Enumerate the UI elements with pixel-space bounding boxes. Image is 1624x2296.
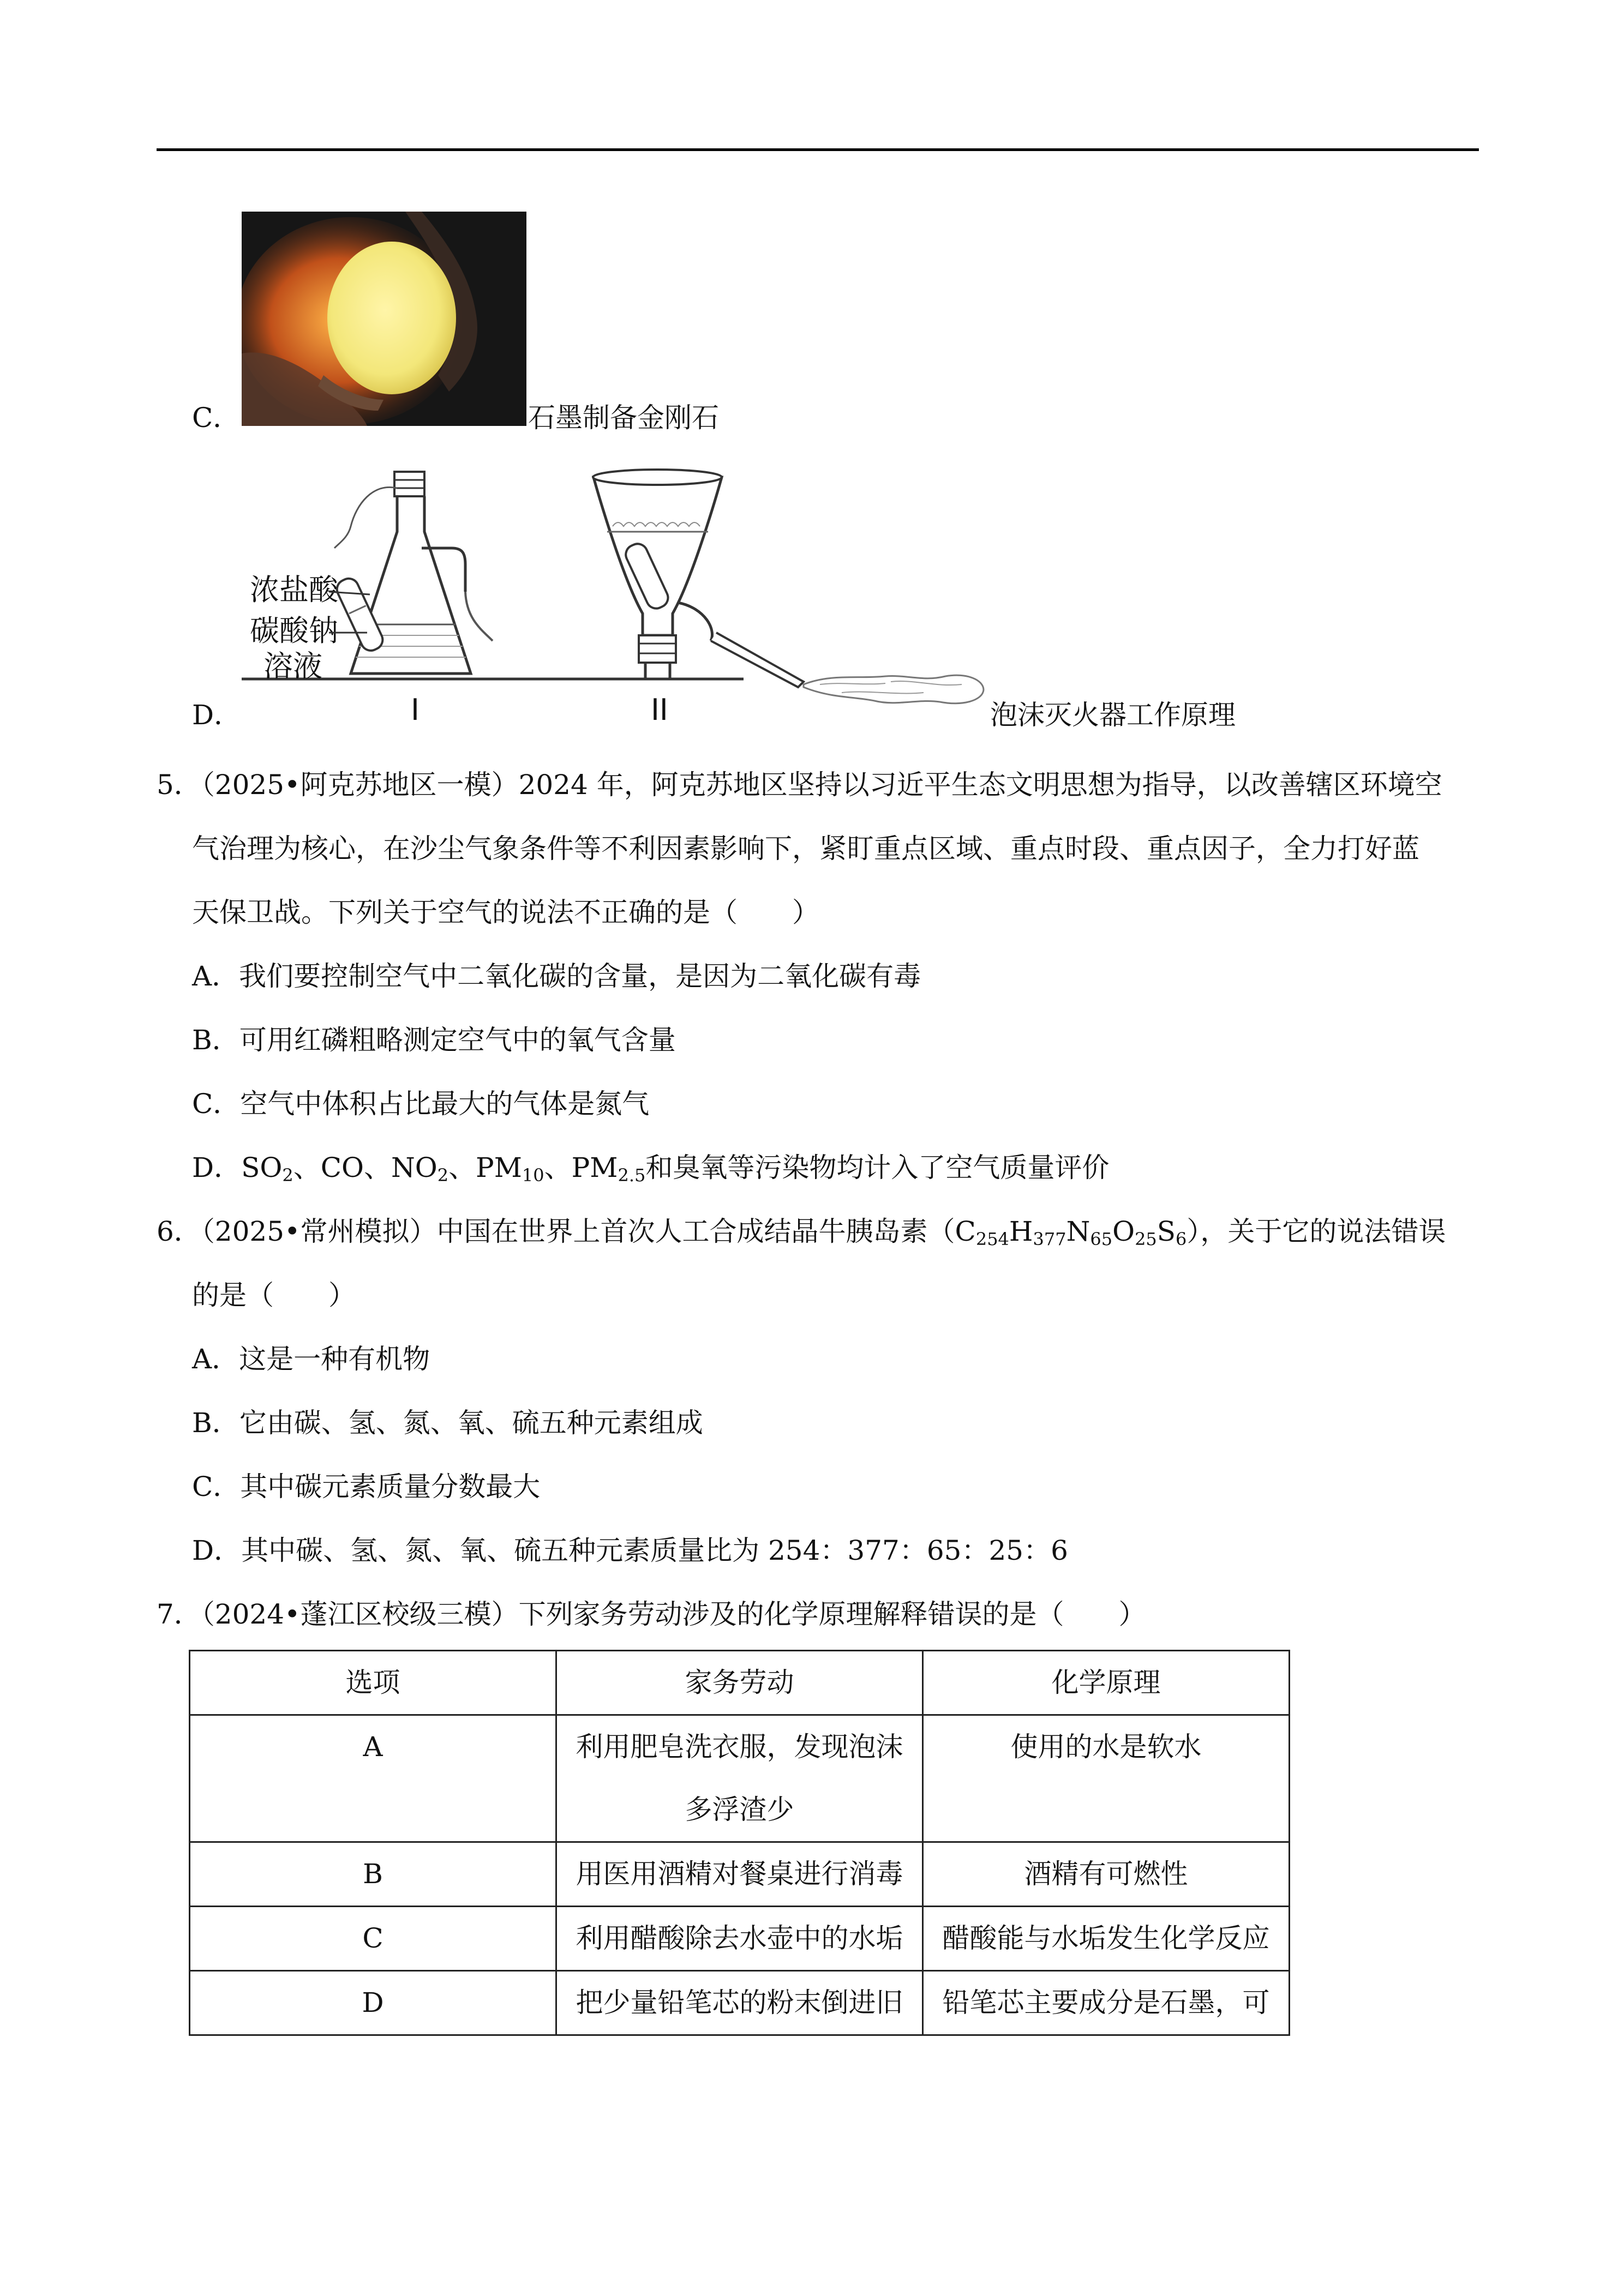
q6-option-c: C．其中碳元素质量分数最大	[192, 1471, 541, 1502]
table-cell-labor: 把少量铅笔芯的粉末倒进旧	[556, 1971, 923, 2035]
q5-option-a: A．我们要控制空气中二氧化碳的含量，是因为二氧化碳有毒	[192, 960, 921, 992]
q5-source: （2025•阿克苏地区一模）	[201, 769, 519, 801]
table-row	[190, 1842, 1290, 1907]
table-cell-principle: 使用的水是软水	[923, 1715, 1290, 1842]
q5-line-2: 气治理为核心，在沙尘气象条件等不利因素影响下，紧盯重点区域、重点时段、重点因子，全力打好蓝	[192, 833, 1419, 864]
apparatus-drawing	[242, 466, 994, 736]
q6-number: 6．	[157, 1216, 201, 1247]
q5-number: 5．	[157, 769, 201, 801]
label-fig-1: I	[411, 693, 420, 727]
table-header: 家务劳动	[556, 1651, 923, 1715]
table-cell-principle: 铅笔芯主要成分是石墨，可	[923, 1971, 1290, 2035]
q7-source: （2024•蓬江区校级三模）	[201, 1598, 519, 1630]
q5-option-b: B．可用红磷粗略测定空气中的氧气含量	[192, 1024, 676, 1056]
q6-option-d: D．其中碳、氢、氮、氧、硫五种元素质量比为 254：377：65：25：6	[192, 1535, 1068, 1566]
q7-table	[189, 1650, 1290, 2036]
table-row	[190, 1971, 1290, 2035]
table-cell-option: B	[190, 1842, 556, 1907]
q6-line-2: 的是（ ）	[192, 1279, 356, 1311]
table-row	[190, 1715, 1290, 1842]
table-cell-option: D	[190, 1971, 556, 2035]
option-c-caption: 石墨制备金刚石	[528, 402, 719, 434]
q5-line-1	[157, 769, 1442, 801]
table-header: 选项	[190, 1651, 556, 1715]
q5-line-3: 天保卫战。下列关于空气的说法不正确的是（ ）	[192, 897, 819, 928]
diamond-photo	[242, 212, 526, 426]
q7-stem: 下列家务劳动涉及的化学原理解释错误的是（ ）	[518, 1598, 1146, 1630]
table-cell-principle: 醋酸能与水垢发生化学反应	[923, 1907, 1290, 1971]
q7-number: 7．	[157, 1598, 201, 1630]
table-header: 化学原理	[923, 1651, 1290, 1715]
option-d-caption: 泡沫灭火器工作原理	[990, 699, 1236, 731]
table-cell-option: A	[190, 1715, 556, 1842]
q6-line-1: 6．（2025•常州模拟）中国在世界上首次人工合成结晶牛胰岛素$(C_{254}H_{377}N_{65}O_{25}S_6)$，关于它的说法错误	[157, 1216, 1446, 1249]
table-header-row	[190, 1651, 1290, 1715]
label-fig-2: II	[651, 693, 668, 727]
option-d-letter: D．	[192, 699, 242, 731]
table-cell-option: C	[190, 1907, 556, 1971]
q6-option-a: A．这是一种有机物	[192, 1343, 430, 1375]
q5-option-c: C．空气中体积占比最大的气体是氮气	[192, 1088, 650, 1120]
q5-option-d: D．$SO_2$、CO、$NO_2$、$PM_{10}$、$PM_{2.5}$和臭氧等污染物均计入了空气质量评价	[192, 1152, 1110, 1186]
label-carbonate-2: 溶液	[263, 649, 322, 683]
q5-stem-1: 2024 年，阿克苏地区坚持以习近平生态文明思想为指导，以改善辖区环境空	[518, 769, 1442, 801]
diamond-photo-image	[242, 212, 526, 426]
table-cell-labor: 利用肥皂洗衣服，发现泡沫 多浮渣少	[556, 1715, 923, 1842]
option-c-letter: C．	[192, 402, 241, 434]
label-acid: 浓盐酸	[250, 573, 338, 607]
foam-extinguisher-diagram	[242, 466, 994, 736]
table-row	[190, 1907, 1290, 1971]
header-rule	[157, 148, 1479, 151]
q6-option-b: B．它由碳、氢、氮、氧、硫五种元素组成	[192, 1407, 703, 1439]
table-cell-labor: 用医用酒精对餐桌进行消毒	[556, 1842, 923, 1907]
table-cell-labor: 利用醋酸除去水壶中的水垢	[556, 1907, 923, 1971]
label-carbonate-1: 碳酸钠	[250, 614, 338, 648]
q7-line-1	[157, 1598, 1146, 1630]
q6-source: （2025•常州模拟）	[201, 1216, 437, 1247]
table-cell-principle: 酒精有可燃性	[923, 1842, 1290, 1907]
